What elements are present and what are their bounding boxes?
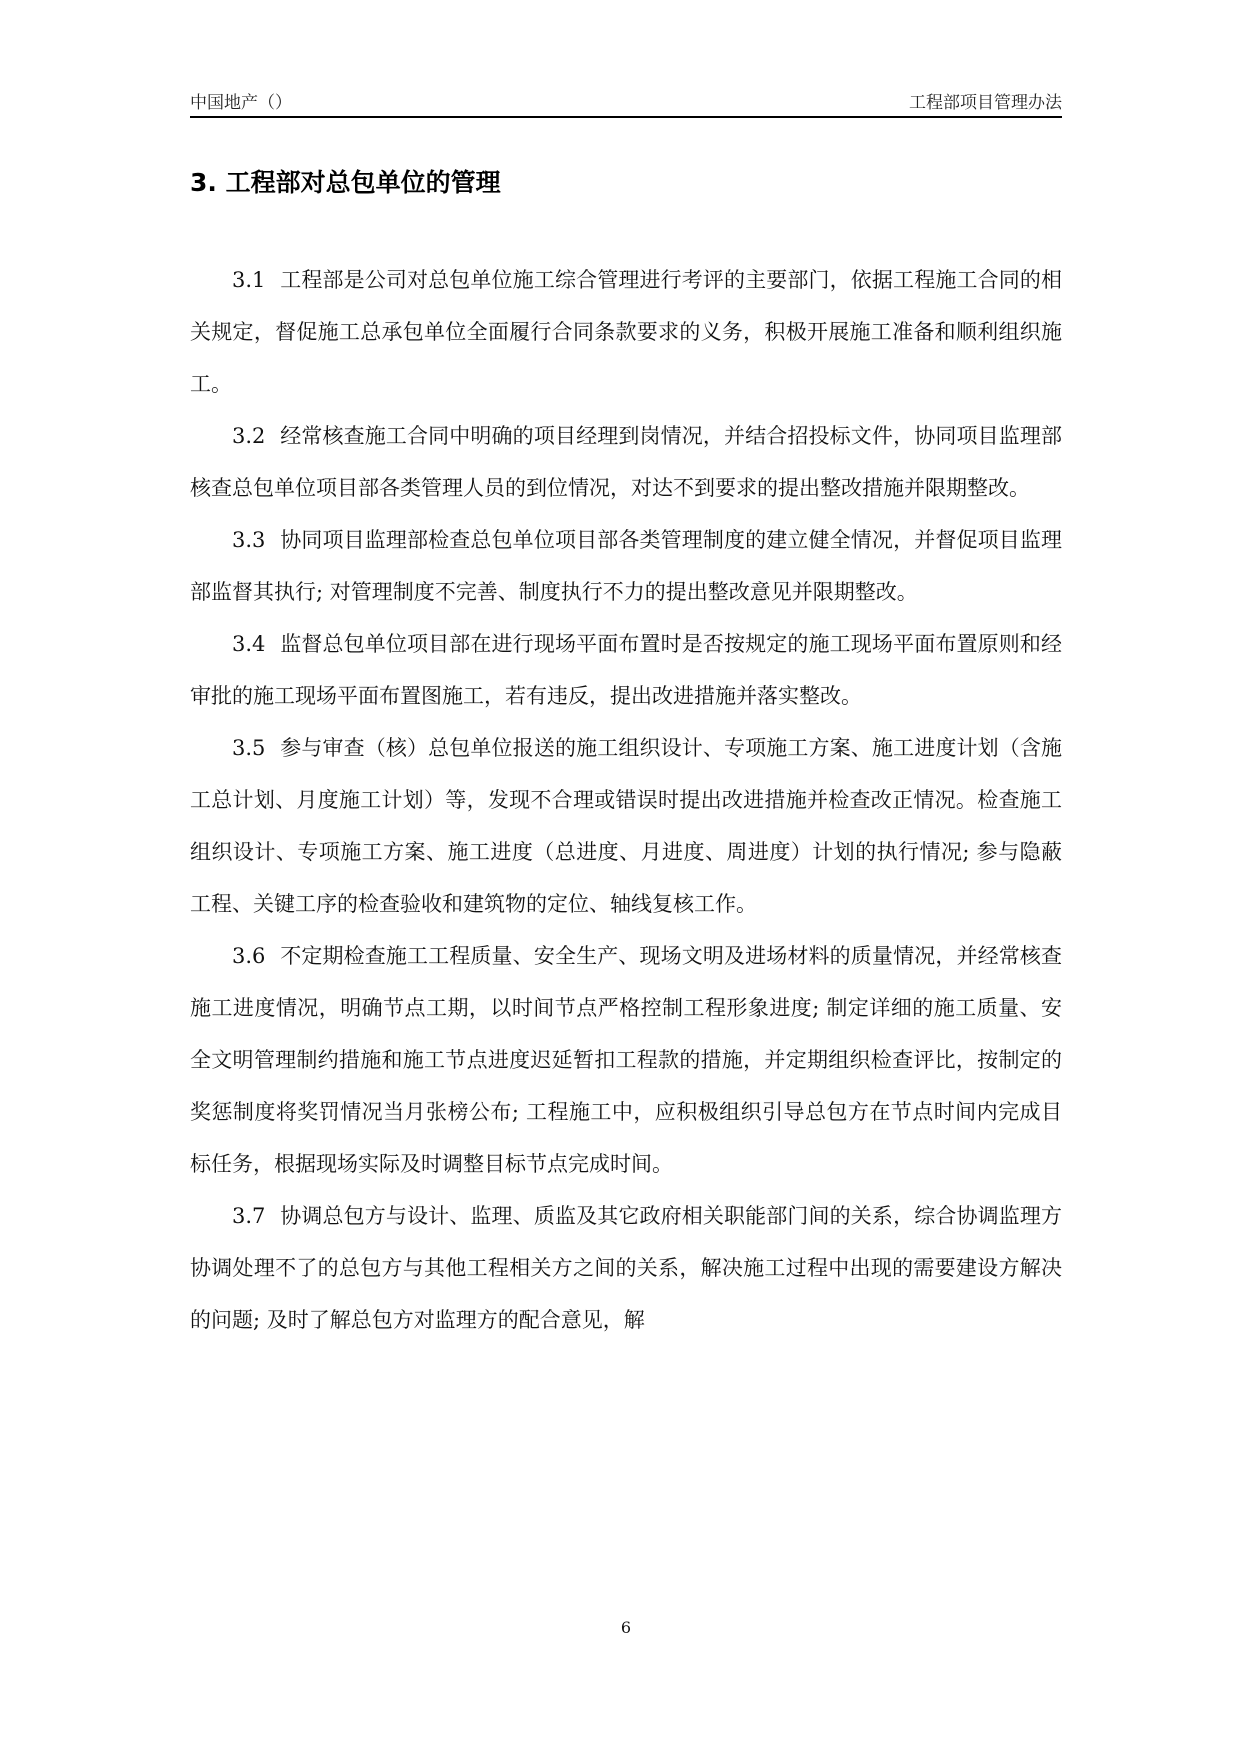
paragraph-number: 3.2 [232,424,266,448]
paragraph-3-1 [190,254,1062,410]
paragraph-number: 3.6 [232,944,266,968]
paragraph-text: 监督总包单位项目部在进行现场平面布置时是否按规定的施工现场平面布置原则和经审批的施工现场平面布置图施工，若有违反，提出改进措施并落实整改。 [190,632,1062,708]
paragraph-text: 参与审查（核）总包单位报送的施工组织设计、专项施工方案、施工进度计划（含施工总计划、月度施工计划）等，发现不合理或错误时提出改进措施并检查改正情况。检查施工组织设计、专项施工方案、施工进度（总进度、月进度、周进度）计划的执行情况; 参与隐蔽工程、关键工序的检查验收和建筑物的定位、轴线复核工作。 [190,736,1062,916]
paragraph-3-7 [190,1190,1062,1346]
paragraph-number: 3.7 [232,1204,266,1228]
page-header [190,88,1062,116]
paragraph-3-5 [190,722,1062,930]
paragraph-text: 协同项目监理部检查总包单位项目部各类管理制度的建立健全情况，并督促项目监理部监督其执行; 对管理制度不完善、制度执行不力的提出整改意见并限期整改。 [190,528,1062,604]
paragraph-number: 3.5 [232,736,266,760]
paragraph-number: 3.1 [232,268,266,292]
header-document-title: 工程部项目管理办法 [909,93,1062,113]
paragraph-text: 经常核查施工合同中明确的项目经理到岗情况，并结合招投标文件，协同项目监理部核查总包单位项目部各类管理人员的到位情况，对达不到要求的提出整改措施并限期整改。 [190,424,1062,500]
header-company: 中国地产（） [190,93,292,113]
paragraph-text: 协调总包方与设计、监理、质监及其它政府相关职能部门间的关系，综合协调监理方协调处理不了的总包方与其他工程相关方之间的关系，解决施工过程中出现的需要建设方解决的问题; 及时了解总包方对监理方的配合意见，解 [190,1204,1062,1332]
page-number: 6 [620,1618,632,1637]
paragraph-number: 3.4 [232,632,266,656]
document-body [190,254,1062,1346]
paragraph-number: 3.3 [232,528,266,552]
paragraph-3-3 [190,514,1062,618]
header-rule [190,116,1062,118]
section-title: 3. 工程部对总包单位的管理 [190,168,501,197]
paragraph-3-6 [190,930,1062,1190]
paragraph-text: 工程部是公司对总包单位施工综合管理进行考评的主要部门，依据工程施工合同的相关规定，督促施工总承包单位全面履行合同条款要求的义务，积极开展施工准备和顺利组织施工。 [190,268,1062,396]
paragraph-text: 不定期检查施工工程质量、安全生产、现场文明及进场材料的质量情况，并经常核查施工进度情况，明确节点工期，以时间节点严格控制工程形象进度; 制定详细的施工质量、安全文明管理制约措施和施工节点进度迟延暂扣工程款的措施，并定期组织检查评比，按制定的奖惩制度将奖罚情况当月张榜公布; 工程施工中，应积极组织引导总包方在节点时间内完成目标任务，根据现场实际及时调整目标节点完成时间。 [190,944,1062,1176]
paragraph-3-4 [190,618,1062,722]
paragraph-3-2 [190,410,1062,514]
